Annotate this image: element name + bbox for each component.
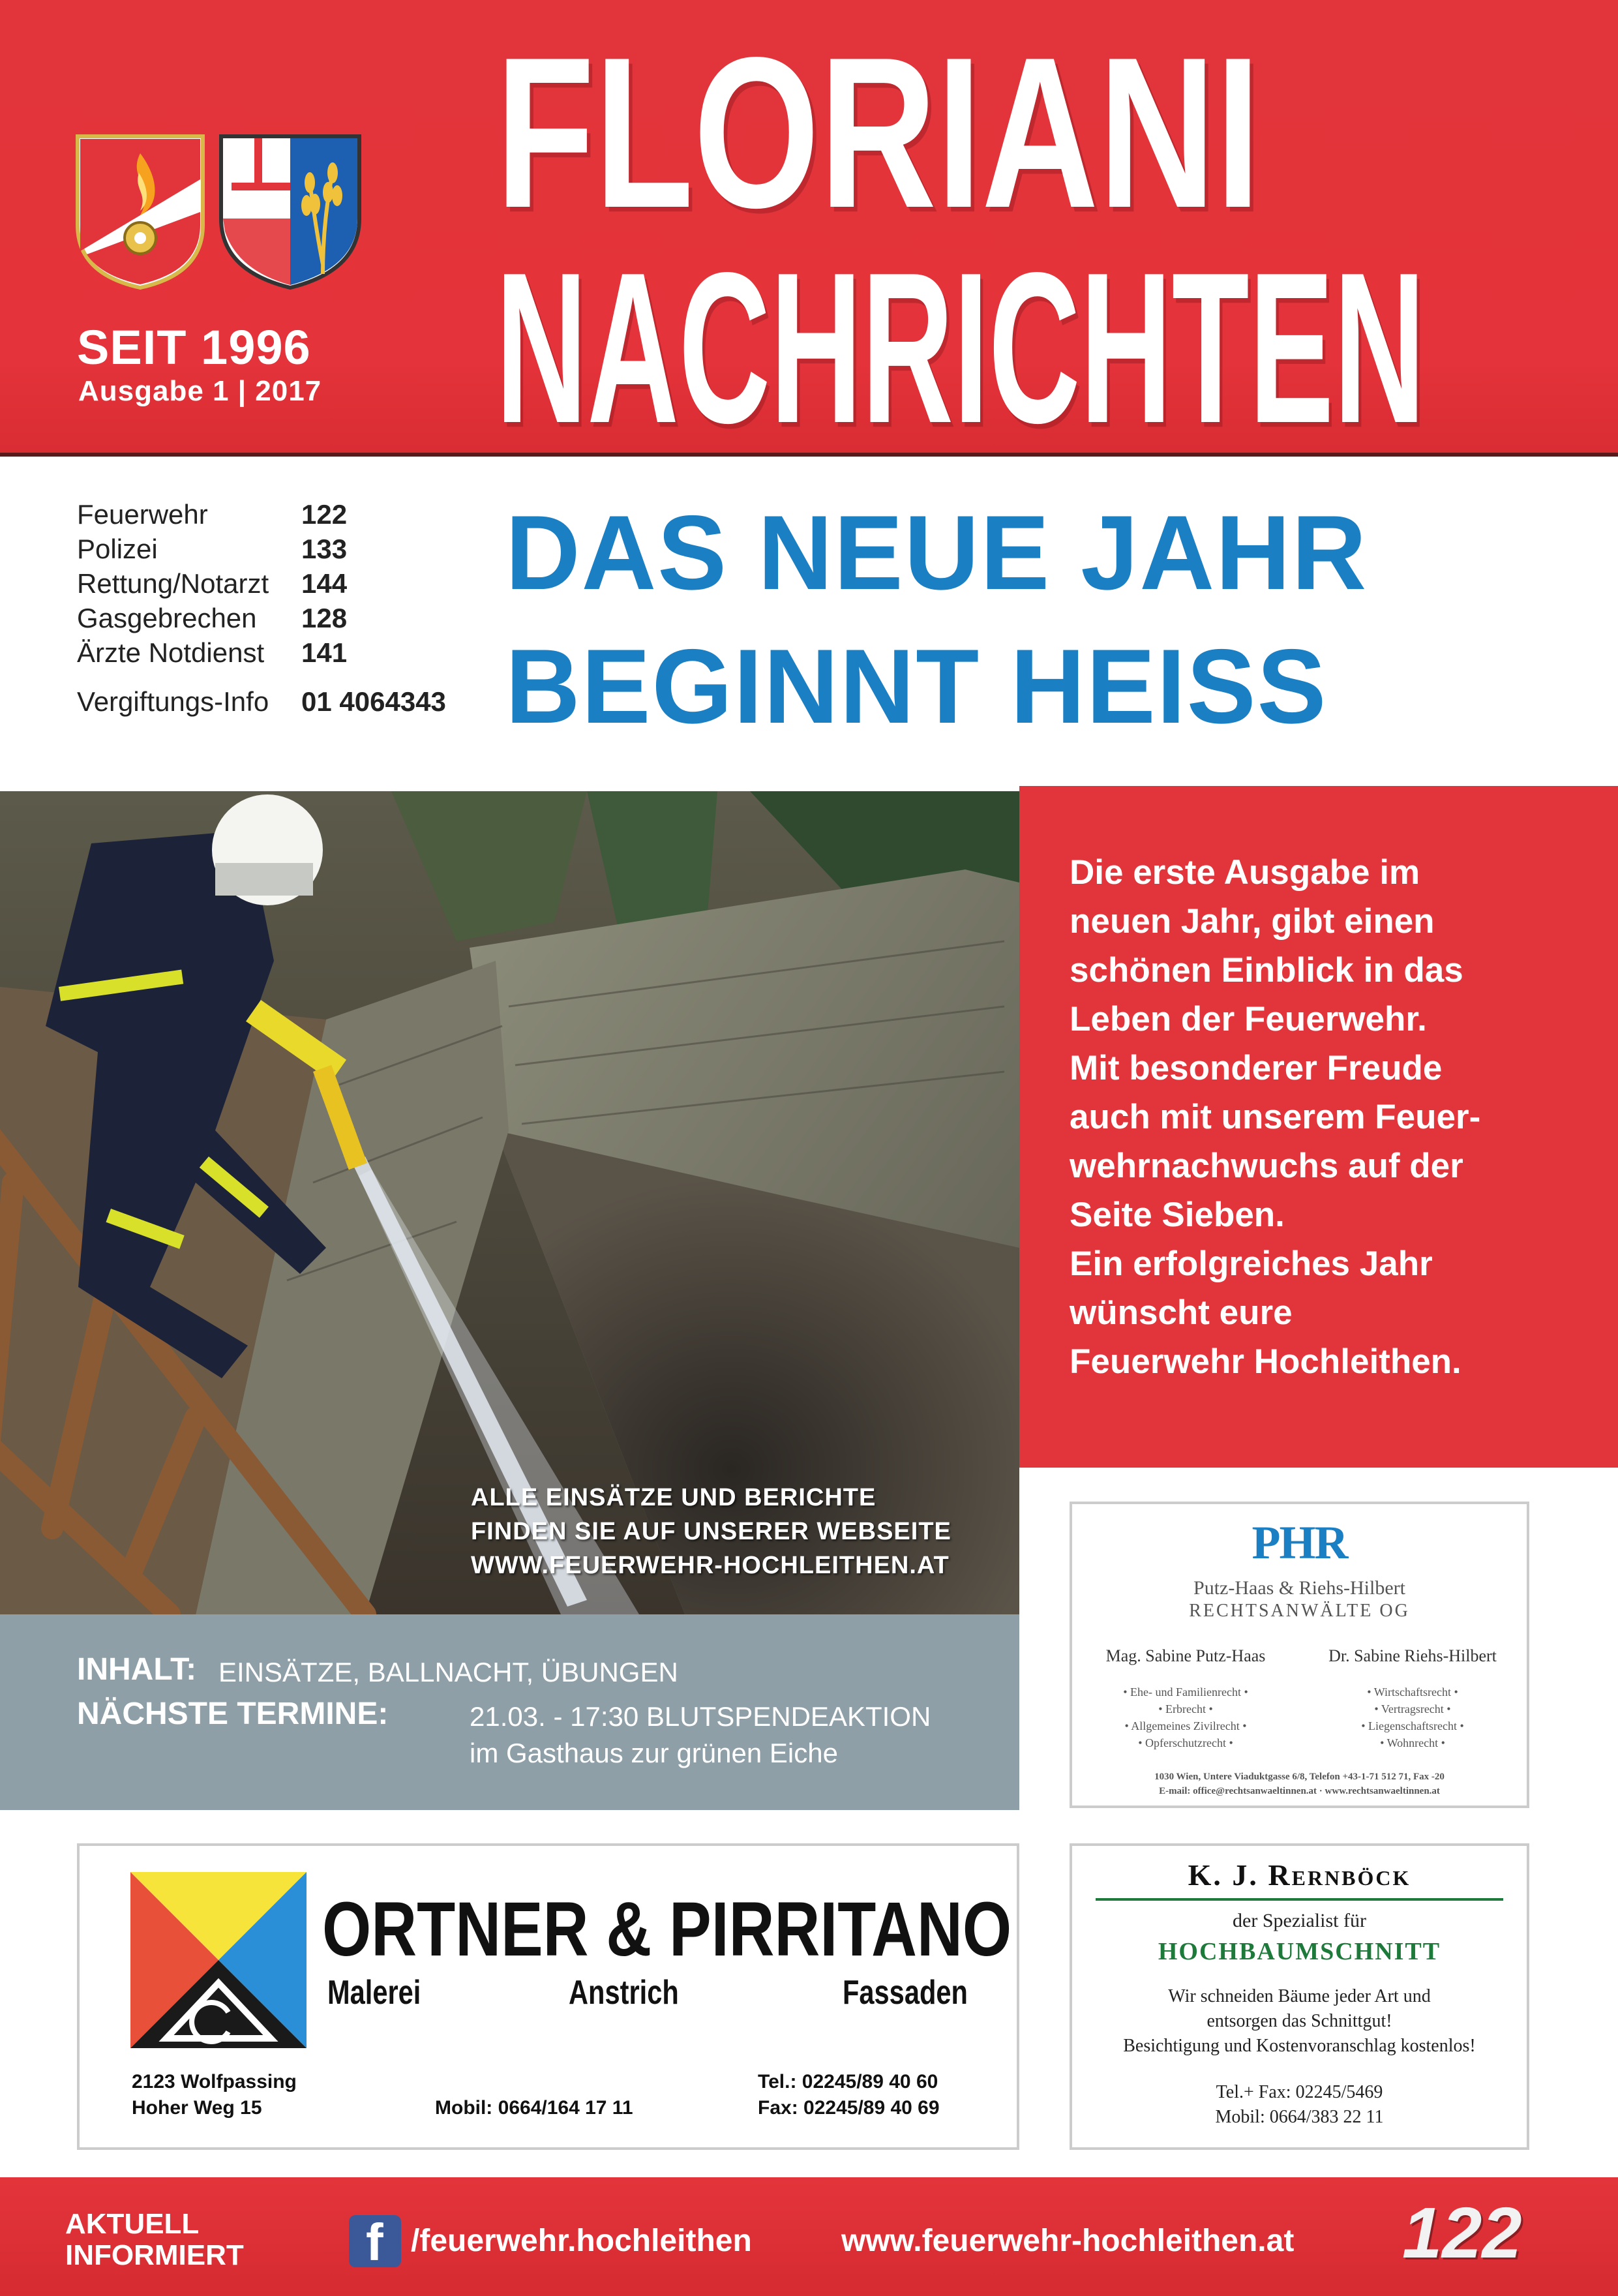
tree-service-mobile: Mobil: 0664/383 22 11 [1215, 2107, 1384, 2127]
intro-line: neuen Jahr, gibt einen [1070, 902, 1435, 941]
law-firm-logo: PHR [1251, 1517, 1347, 1569]
footer-tagline-line2: INFORMIERT [65, 2239, 244, 2271]
intro-line: wehrnachwuchs auf der [1070, 1147, 1463, 1185]
facebook-link[interactable]: /feuerwehr.hochleithen [411, 2224, 752, 2258]
intro-line: schönen Einblick in das [1070, 951, 1463, 989]
painter-service-3: Fassaden [843, 1974, 968, 2012]
photo-caption-website[interactable]: WWW.FEUERWEHR-HOCHLEITHEN.AT [471, 1552, 950, 1579]
practice-area: • Opferschutzrecht • [1138, 1736, 1233, 1749]
since-label: SEIT 1996 [77, 320, 311, 374]
painter-address-2: Hoher Weg 15 [132, 2097, 262, 2119]
painter-address-1: 2123 Wolfpassing [132, 2071, 297, 2092]
tree-service-tel: Tel.+ Fax: 02245/5469 [1216, 2082, 1383, 2102]
headline-line1: DAS NEUE JAHR [505, 494, 1368, 612]
intro-text [1070, 848, 1523, 1386]
emergency-label: Gasgebrechen [77, 603, 257, 633]
next-dates-line2: im Gasthaus zur grünen Eiche [470, 1738, 838, 1768]
emergency-number: 133 [301, 534, 348, 564]
masthead-title-line1: FLORIANI [496, 13, 1261, 253]
practice-area: • Allgemeines Zivilrecht • [1124, 1719, 1247, 1732]
law-firm-subtitle: RECHTSANWÄLTE OG [1189, 1601, 1410, 1621]
practice-area: • Wirtschaftsrecht • [1367, 1685, 1458, 1699]
tree-service-line3: Wir schneiden Bäume jeder Art und [1168, 1986, 1431, 2006]
law-firm-name: Putz-Haas & Riehs-Hilbert [1193, 1577, 1405, 1599]
practice-areas-1 [1072, 1684, 1299, 1751]
tree-service-divider [1096, 1898, 1503, 1901]
municipality-crest-icon [218, 134, 362, 290]
intro-line: Feuerwehr Hochleithen. [1070, 1342, 1461, 1381]
intro-line: Die erste Ausgabe im [1070, 853, 1420, 892]
law-firm-email[interactable]: E-mail: office@rechtsanwaeltinnen.at · www.rechtsanwaeltinnen.at [1159, 1786, 1440, 1796]
practice-area: • Wohnrecht • [1380, 1736, 1445, 1749]
emergency-number: 122 [301, 499, 348, 530]
website-link[interactable]: www.feuerwehr-hochleithen.at [841, 2224, 1295, 2258]
lawyer-name-1: Mag. Sabine Putz-Haas [1105, 1646, 1266, 1665]
ad-painter [77, 1843, 1019, 2150]
facebook-icon[interactable]: f [349, 2215, 401, 2267]
painter-mobile: Mobil: 0664/164 17 11 [435, 2097, 633, 2119]
painter-logo-icon [130, 1872, 307, 2048]
photo-caption-line1: ALLE EINSÄTZE UND BERICHTE [471, 1484, 876, 1511]
tree-service-line4: entsorgen das Schnittgut! [1206, 2011, 1392, 2031]
law-firm-address: 1030 Wien, Untere Viaduktgasse 6/8, Telefon +43-1-71 512 71, Fax -20 [1154, 1772, 1445, 1782]
masthead-title-line2: NACHRICHTEN [496, 228, 1426, 468]
emergency-label: Rettung/Notarzt [77, 568, 269, 599]
headline-line2: BEGINNT HEISS [505, 627, 1328, 746]
photo-caption-line2: FINDEN SIE AUF UNSERER WEBSEITE [471, 1518, 951, 1545]
emergency-label: Vergiftungs-Info [77, 686, 269, 717]
practice-areas-2 [1299, 1684, 1526, 1751]
practice-area: • Vertragsrecht • [1374, 1702, 1451, 1715]
footer-tagline-line1: AKTUELL [65, 2208, 200, 2240]
painter-company-name: ORTNER & PIRRITANO [322, 1886, 1012, 1972]
intro-line: Seite Sieben. [1070, 1196, 1285, 1234]
emergency-number: 01 4064343 [301, 686, 446, 717]
ad-law-firm [1070, 1502, 1529, 1808]
intro-line: Ein erfolgreiches Jahr [1070, 1245, 1433, 1283]
tree-service-line1: der Spezialist für [1233, 1910, 1366, 1931]
next-dates-label: NÄCHSTE TERMINE: [77, 1697, 389, 1731]
painter-fax: Fax: 02245/89 40 69 [758, 2097, 940, 2119]
issue-label: Ausgabe 1 | 2017 [78, 375, 322, 407]
emergency-label: Ärzte Notdienst [77, 637, 265, 668]
painter-service-1: Malerei [327, 1974, 421, 2012]
emergency-number: 141 [301, 637, 348, 668]
emergency-number: 128 [301, 603, 348, 633]
painter-tel: Tel.: 02245/89 40 60 [758, 2071, 938, 2092]
emergency-number: 144 [301, 568, 348, 599]
practice-area: • Ehe- und Familienrecht • [1123, 1685, 1248, 1699]
contents-label: INHALT: [77, 1652, 197, 1687]
emergency-label: Feuerwehr [77, 499, 208, 530]
emergency-label: Polizei [77, 534, 158, 564]
lawyer-name-2: Dr. Sabine Riehs-Hilbert [1328, 1646, 1497, 1665]
footer-tagline [65, 2209, 244, 2271]
contents-text: EINSÄTZE, BALLNACHT, ÜBUNGEN [218, 1657, 678, 1687]
tree-service-line5: Besichtigung und Kostenvoranschlag kostenlos! [1123, 2036, 1476, 2056]
painter-service-2: Anstrich [569, 1974, 679, 2012]
intro-line: Mit besonderer Freude [1070, 1049, 1443, 1087]
emergency-number-badge: 122 [1402, 2193, 1522, 2273]
next-dates-line1: 21.03. - 17:30 BLUTSPENDEAKTION [470, 1701, 931, 1732]
intro-line: Leben der Feuerwehr. [1070, 1000, 1427, 1038]
practice-area: • Erbrecht • [1158, 1702, 1213, 1715]
tree-service-line2: HOCHBAUMSCHNITT [1158, 1938, 1441, 1965]
ad-tree-service [1070, 1843, 1529, 2150]
fire-brigade-crest-icon [75, 134, 205, 290]
practice-area: • Liegenschaftsrecht • [1361, 1719, 1464, 1732]
intro-line: auch mit unserem Feuer- [1070, 1098, 1481, 1136]
tree-service-name: K. J. Rernböck [1188, 1858, 1411, 1892]
intro-line: wünscht eure [1070, 1293, 1293, 1332]
